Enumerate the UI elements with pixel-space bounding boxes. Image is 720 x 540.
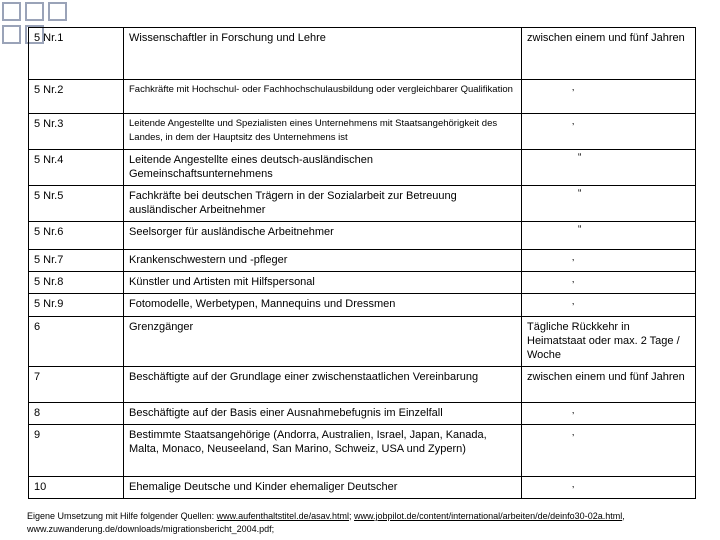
ditto-mark: ‚ xyxy=(572,296,575,307)
row-period xyxy=(522,114,696,150)
table-row xyxy=(29,186,696,222)
row-number: 6 xyxy=(29,317,124,367)
ditto-mark: ‚ xyxy=(572,116,575,127)
row-number: 5 Nr.7 xyxy=(29,250,124,272)
source-footnote xyxy=(27,510,697,536)
table-row xyxy=(29,317,696,367)
row-period xyxy=(522,222,696,250)
row-period xyxy=(522,250,696,272)
row-description: Seelsorger für ausländische Arbeitnehmer xyxy=(124,222,522,250)
row-description: Krankenschwestern und -pfleger xyxy=(124,250,522,272)
table-row xyxy=(29,222,696,250)
row-number: 5 Nr.5 xyxy=(29,186,124,222)
table-row xyxy=(29,403,696,425)
row-description: Grenzgänger xyxy=(124,317,522,367)
row-description: Bestimmte Staatsangehörige (Andorra, Australien, Israel, Japan, Kanada, Malta, Monaco, Neuseeland, San Marino, Schweiz, USA und Zypern) xyxy=(124,425,522,477)
ditto-mark: “ xyxy=(578,152,582,163)
row-description: Beschäftigte auf der Basis einer Ausnahmebefugnis im Einzelfall xyxy=(124,403,522,425)
row-period xyxy=(522,186,696,222)
row-number: 10 xyxy=(29,477,124,499)
residence-permit-table xyxy=(28,27,696,499)
table-row xyxy=(29,28,696,80)
ditto-mark: ‚ xyxy=(572,427,575,438)
footnote-separator: ; xyxy=(349,511,355,521)
table-row xyxy=(29,272,696,294)
row-period xyxy=(522,425,696,477)
row-description: Ehemalige Deutsche und Kinder ehemaliger Deutscher xyxy=(124,477,522,499)
ditto-mark: ‚ xyxy=(572,405,575,416)
table-row xyxy=(29,250,696,272)
row-description: Fotomodelle, Werbetypen, Mannequins und Dressmen xyxy=(124,294,522,317)
table-row xyxy=(29,150,696,186)
row-description: Wissenschaftler in Forschung und Lehre xyxy=(124,28,522,80)
row-period xyxy=(522,294,696,317)
row-number: 7 xyxy=(29,367,124,403)
ditto-mark: ‚ xyxy=(572,82,575,93)
row-description: Künstler und Artisten mit Hilfspersonal xyxy=(124,272,522,294)
row-number: 5 Nr.4 xyxy=(29,150,124,186)
footnote-prefix: Eigene Umsetzung mit Hilfe folgender Quellen: xyxy=(27,511,217,521)
row-period xyxy=(522,150,696,186)
ditto-mark: ‚ xyxy=(572,479,575,490)
source-link-aufenthaltstitel[interactable]: www.aufenthaltstitel.de/asav.html xyxy=(216,511,350,521)
deco-square-1 xyxy=(3,3,20,20)
row-period: Tägliche Rückkehr in Heimatstaat oder max. 2 Tage / Woche xyxy=(522,317,696,367)
row-period: zwischen einem und fünf Jahren xyxy=(522,367,696,403)
table-row xyxy=(29,477,696,499)
deco-square-3 xyxy=(3,26,20,43)
row-period: zwischen einem und fünf Jahren xyxy=(522,28,696,80)
row-number: 5 Nr.1 xyxy=(29,28,124,80)
row-number: 5 Nr.8 xyxy=(29,272,124,294)
source-link-jobpilot[interactable]: www.jobpilot.de/content/international/arbeiten/de/deinfo30-02a.html xyxy=(354,511,623,521)
row-number: 8 xyxy=(29,403,124,425)
footnote-suffix: , www.zuwanderung.de/downloads/migrationsbericht_2004.pdf; xyxy=(27,511,625,534)
row-description: Leitende Angestellte und Spezialisten eines Unternehmens mit Staatsangehörigkeit des Landes, in dem der Hauptsitz des Unternehmens ist xyxy=(124,114,522,150)
row-description: Beschäftigte auf der Grundlage einer zwischenstaatlichen Vereinbarung xyxy=(124,367,522,403)
deco-square-2 xyxy=(26,3,43,20)
ditto-mark: “ xyxy=(578,224,582,235)
ditto-mark: ‚ xyxy=(572,252,575,263)
row-number: 5 Nr.2 xyxy=(29,80,124,114)
table-row xyxy=(29,367,696,403)
table-row xyxy=(29,425,696,477)
row-period xyxy=(522,403,696,425)
deco-square-5 xyxy=(49,3,66,20)
ditto-mark: “ xyxy=(578,188,582,199)
row-number: 5 Nr.9 xyxy=(29,294,124,317)
table-row xyxy=(29,114,696,150)
row-number: 5 Nr.6 xyxy=(29,222,124,250)
row-period xyxy=(522,80,696,114)
row-number: 9 xyxy=(29,425,124,477)
table-row xyxy=(29,294,696,317)
row-description: Fachkräfte bei deutschen Trägern in der Sozialarbeit zur Betreuung ausländischer Arbeitnehmer xyxy=(124,186,522,222)
ditto-mark: ‚ xyxy=(572,274,575,285)
row-period xyxy=(522,272,696,294)
row-number: 5 Nr.3 xyxy=(29,114,124,150)
row-description: Fachkräfte mit Hochschul- oder Fachhochschulausbildung oder vergleichbarer Qualifikation xyxy=(124,80,522,114)
row-description: Leitende Angestellte eines deutsch-ausländischen Gemeinschaftsunternehmens xyxy=(124,150,522,186)
table-row xyxy=(29,80,696,114)
row-period xyxy=(522,477,696,499)
